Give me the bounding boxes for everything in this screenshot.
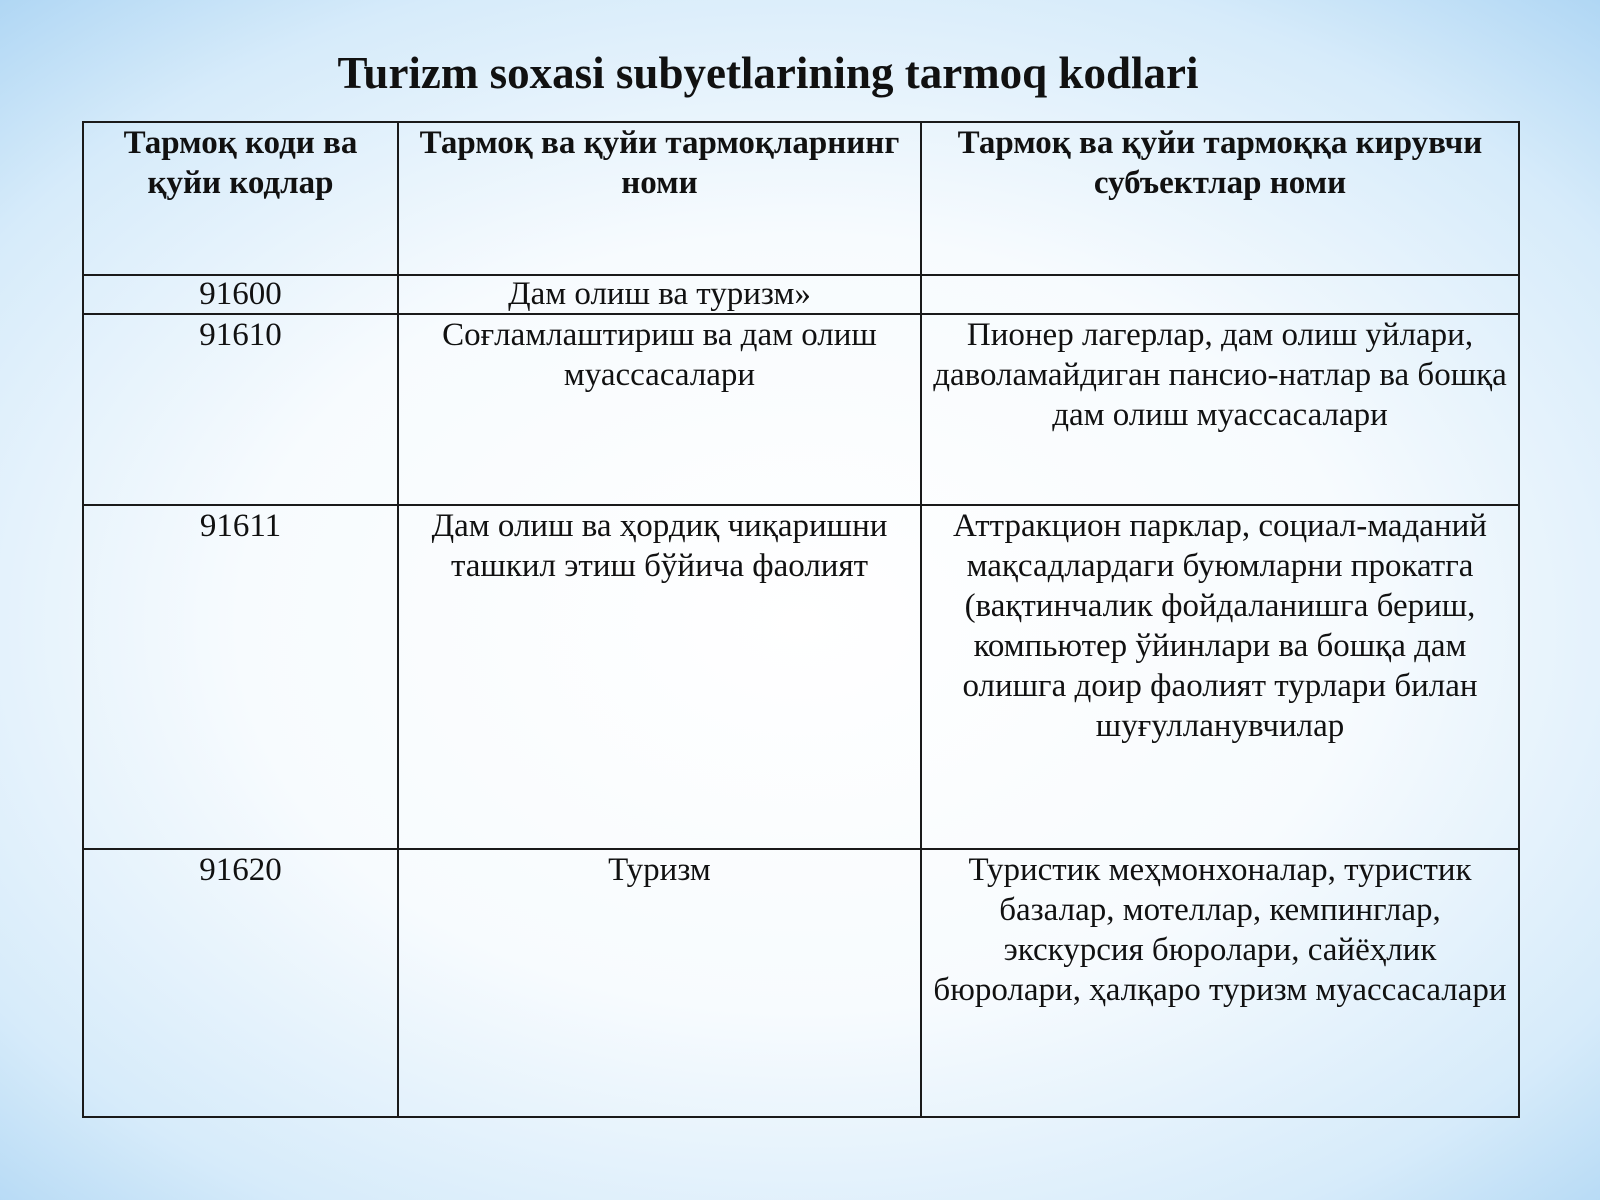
cell-subjects [921,275,1519,314]
table-header-row [83,122,1519,275]
cell-code: 91611 [83,505,398,849]
cell-subjects: Аттракцион парклар, социал-маданий мақсадлардаги буюмларни прокатга (вақтинчалик фойдаланишга бериш, компьютер ўйинлари ва бошқа дам олишга доир фаолият турлари билан шуғулланувчилар [921,505,1519,849]
cell-branch-name: Дам олиш ва туризм» [398,275,921,314]
cell-subjects: Туристик меҳмонхоналар, туристик базалар, мотеллар, кемпинглар, экскурсия бюролари, сайёҳлик бюролари, ҳалқаро туризм муассасалари [921,849,1519,1117]
header-branch-name: Тармоқ ва қуйи тармоқларнинг номи [398,122,921,275]
cell-branch-name: Дам олиш ва ҳордиқ чиқаришни ташкил этиш бўйича фаолият [398,505,921,849]
header-subjects: Тармоқ ва қуйи тармоққа кирувчи субъектлар номи [921,122,1519,275]
cell-branch-name: Туризм [398,849,921,1117]
cell-subjects: Пионер лагерлар, дам олиш уйлари, даволамайдиган пансио-натлар ва бошқа дам олиш муассасалари [921,314,1519,505]
branch-codes-table [82,121,1520,1118]
table-row [83,849,1519,1117]
header-code: Тармоқ коди ва қуйи кодлар [83,122,398,275]
cell-code: 91620 [83,849,398,1117]
table-row [83,505,1519,849]
slide-title: Turizm soxasi subyetlarining tarmoq kodlari [337,48,1199,98]
cell-code: 91610 [83,314,398,505]
table-row [83,314,1519,505]
cell-code: 91600 [83,275,398,314]
table-row [83,275,1519,314]
cell-branch-name: Соғламлаштириш ва дам олиш муассасалари [398,314,921,505]
